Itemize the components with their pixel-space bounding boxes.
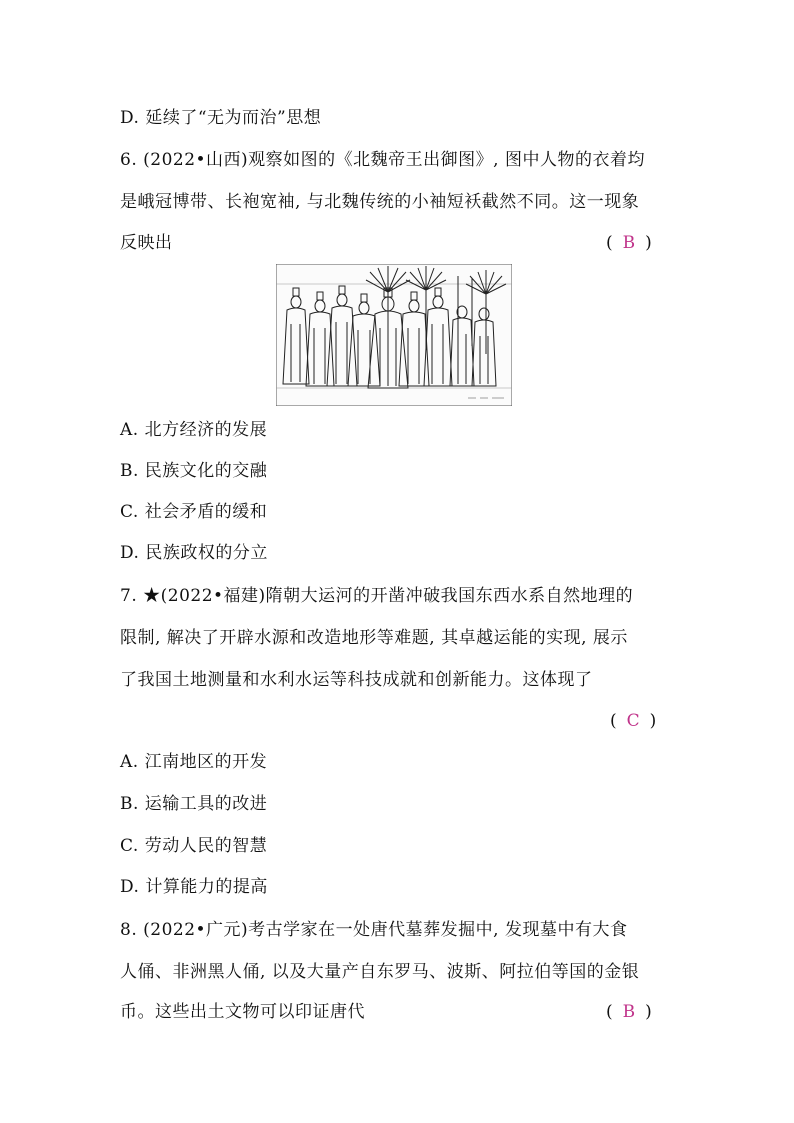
q8-stem-line-1: 8. (2022•广元)考古学家在一处唐代墓葬发掘中, 发现墓中有大食 [120, 920, 628, 940]
q8-answer: ( B ) [606, 1002, 652, 1022]
q7-option-a: A. 江南地区的开发 [120, 752, 268, 772]
q7-answer: ( C ) [610, 711, 657, 731]
q6-stem-line-1: 6. (2022•山西)观察如图的《北魏帝王出御图》, 图中人物的衣着均 [120, 150, 645, 170]
q6-stem-line-2: 是峨冠博带、长袍宽袖, 与北魏传统的小袖短袄截然不同。这一现象 [120, 192, 640, 212]
q7-option-c: C. 劳动人民的智慧 [120, 836, 268, 856]
q8-answer-letter: B [622, 1002, 636, 1022]
q8-stem-line-2: 人俑、非洲黑人俑, 以及大量产自东罗马、波斯、阿拉伯等国的金银 [120, 962, 640, 982]
q6-answer-letter: B [622, 233, 636, 253]
q7-option-d: D. 计算能力的提高 [120, 877, 268, 897]
q7-answer-letter: C [626, 711, 640, 731]
q7-stem-line-2: 限制, 解决了开辟水源和改造地形等难题, 其卓越运能的实现, 展示 [120, 628, 628, 648]
q8-stem-line-3: 币。这些出土文物可以印证唐代 [120, 1002, 365, 1022]
q6-stem-line-3: 反映出 [120, 233, 173, 253]
q6-option-c: C. 社会矛盾的缓和 [120, 502, 268, 522]
q7-stem-line-1: 7. ★(2022•福建)隋朝大运河的开凿冲破我国东西水系自然地理的 [120, 586, 634, 606]
q5-option-d: D. 延续了“无为而治”思想 [120, 108, 322, 128]
northern-wei-emperor-procession-drawing-icon [276, 264, 512, 406]
q6-answer: ( B ) [606, 233, 652, 253]
q7-stem-line-3: 了我国土地测量和水利水运等科技成就和创新能力。这体现了 [120, 670, 593, 690]
q6-option-d: D. 民族政权的分立 [120, 543, 268, 563]
q7-option-b: B. 运输工具的改进 [120, 794, 268, 814]
q6-option-a: A. 北方经济的发展 [120, 420, 268, 440]
q6-option-b: B. 民族文化的交融 [120, 461, 268, 481]
northern-wei-procession-figure [276, 264, 512, 406]
